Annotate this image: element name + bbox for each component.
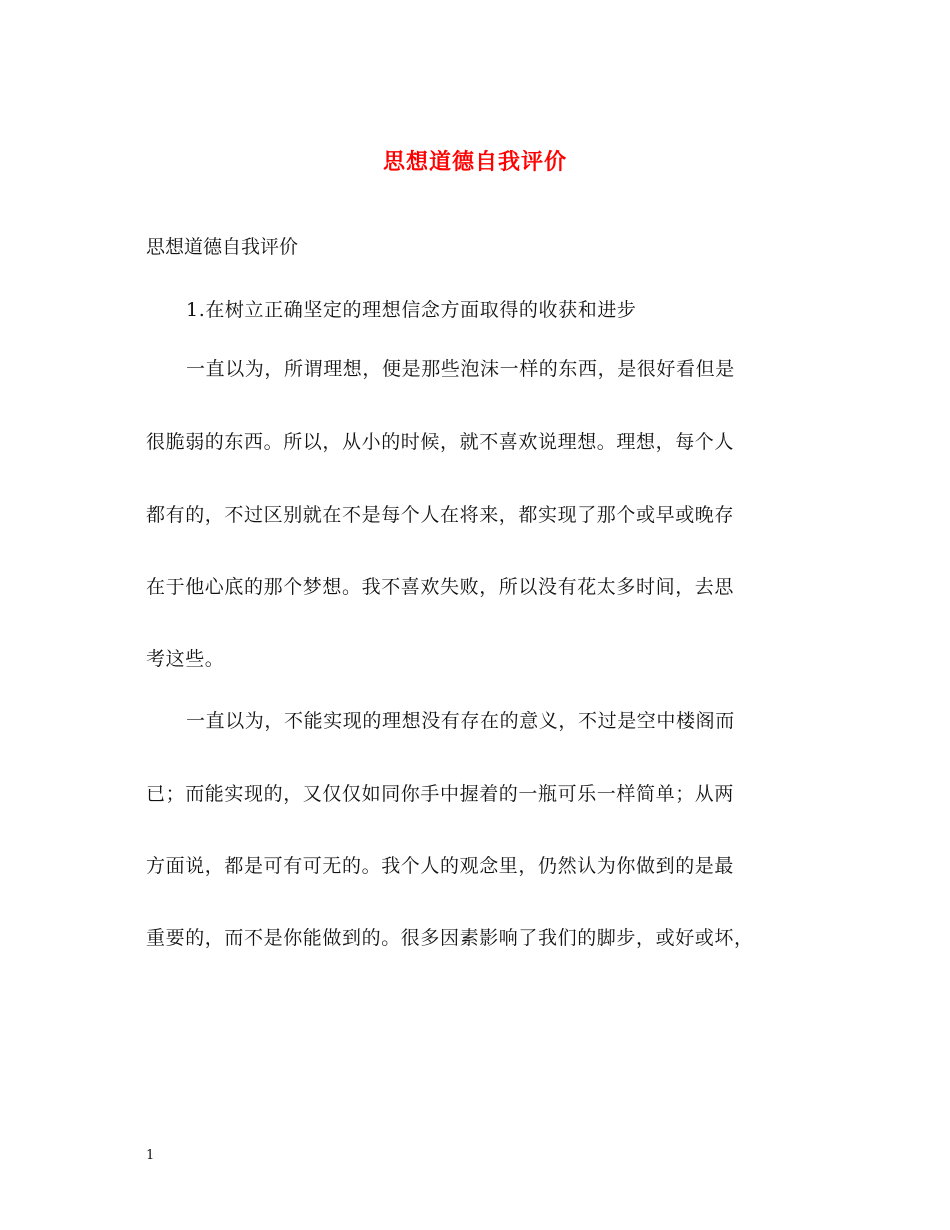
paragraph2-line-4: 重要的，而不是你能做到的。很多因素影响了我们的脚步，或好或坏， bbox=[146, 927, 754, 949]
paragraph2-line-1: 一直以为，不能实现的理想没有存在的意义，不过是空中楼阁而 bbox=[186, 710, 735, 732]
document-title: 思想道德自我评价 bbox=[382, 149, 567, 175]
page-number: 1 bbox=[146, 1148, 155, 1163]
paragraph1-line-4: 在于他心底的那个梦想。我不喜欢失败，所以没有花太多时间，去思 bbox=[146, 576, 735, 598]
paragraph2-line-3: 方面说，都是可有可无的。我个人的观念里，仍然认为你做到的是最 bbox=[146, 855, 735, 877]
paragraph1-line-3: 都有的，不过区别就在不是每个人在将来，都实现了那个或早或晚存 bbox=[146, 504, 735, 526]
paragraph1-line-2: 很脆弱的东西。所以，从小的时候，就不喜欢说理想。理想，每个人 bbox=[146, 431, 735, 453]
document-subtitle: 思想道德自我评价 bbox=[146, 236, 299, 258]
paragraph1-line-5: 考这些。 bbox=[146, 648, 225, 670]
section-heading: 1.在树立正确坚定的理想信念方面取得的收获和进步 bbox=[186, 299, 637, 321]
paragraph1-line-1: 一直以为，所谓理想，便是那些泡沫一样的东西，是很好看但是 bbox=[186, 358, 735, 380]
paragraph2-line-2: 已；而能实现的，又仅仅如同你手中握着的一瓶可乐一样简单；从两 bbox=[146, 783, 735, 805]
